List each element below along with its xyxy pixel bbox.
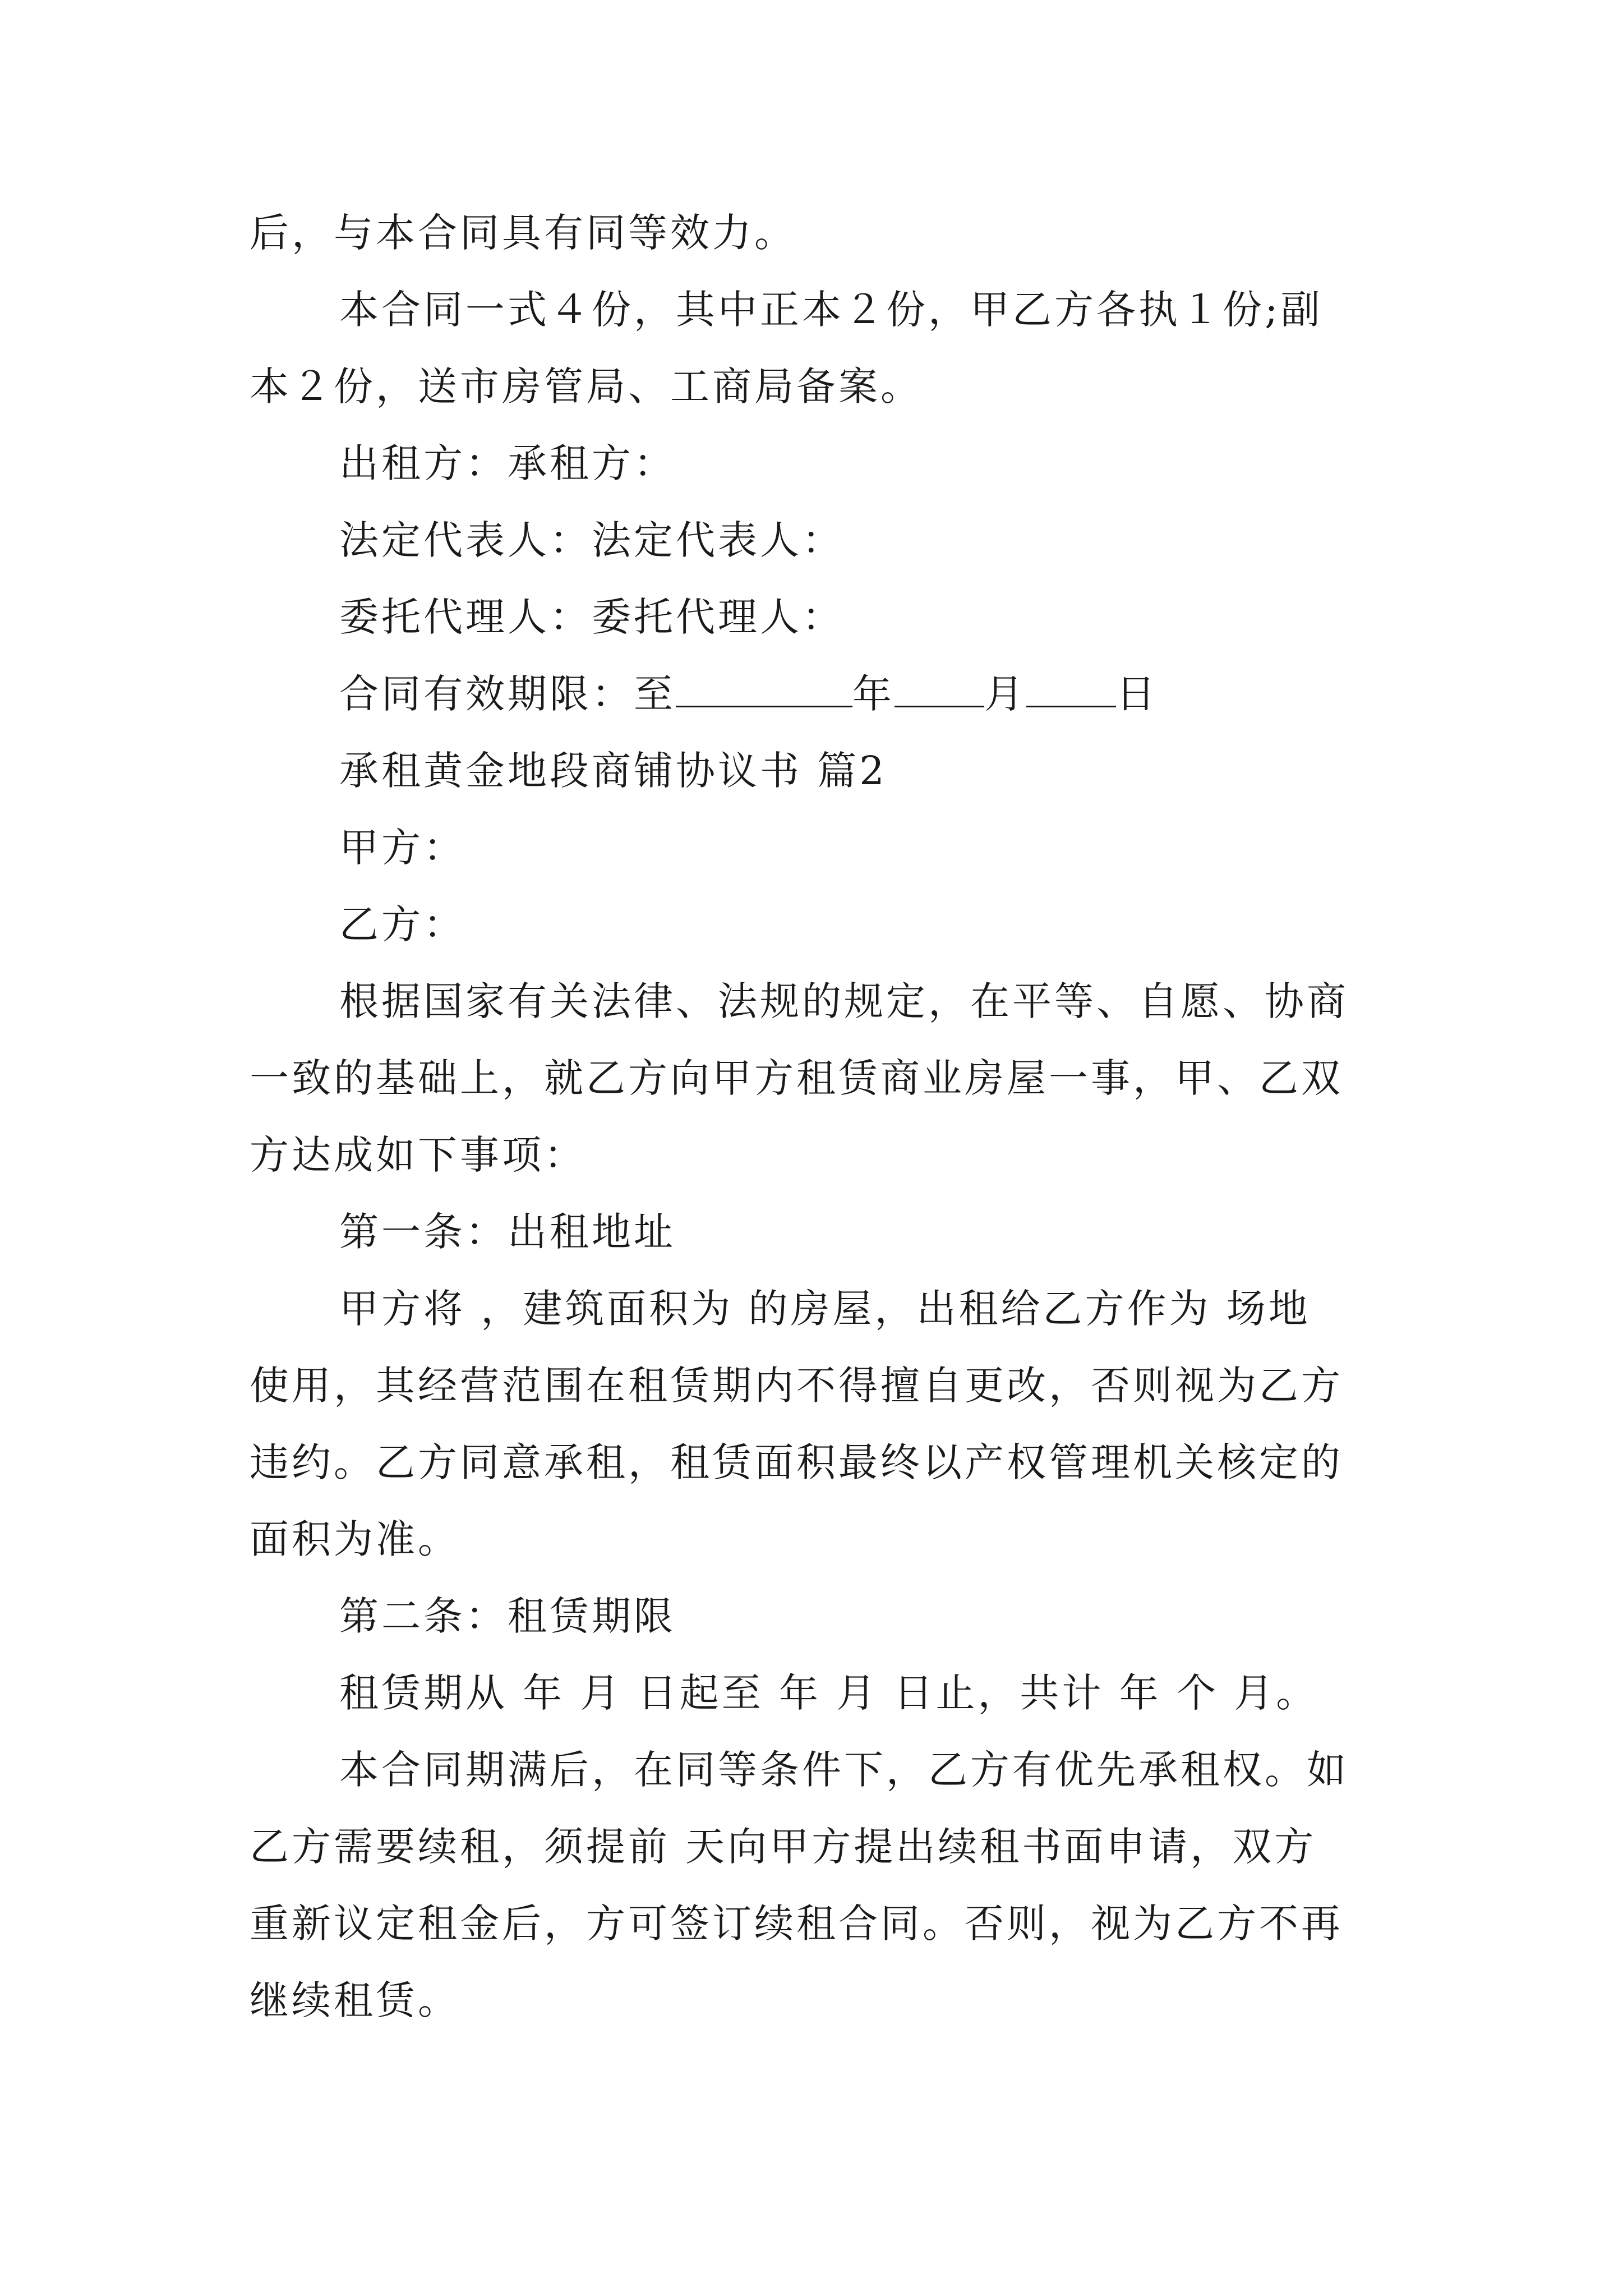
paragraph-line: 面积为准。 — [250, 1516, 460, 1562]
validity-day: 日 — [1116, 671, 1158, 717]
signature-line-legal-rep: 法定代表人：法定代表人： — [339, 517, 844, 563]
paragraph-line: 本合同期满后，在同等条件下，乙方有优先承租权。如 — [339, 1747, 1349, 1793]
blank-field-year — [676, 671, 852, 707]
paragraph-line: 本２份，送市房管局、工商局备案。 — [250, 364, 923, 409]
paragraph-line: 本合同一式４份，其中正本２份，甲乙方各执１份;副 — [339, 287, 1323, 333]
article-heading: 第二条：租赁期限 — [339, 1593, 676, 1639]
paragraph-line: 重新议定租金后，方可签订续租合同。否则，视为乙方不再 — [250, 1901, 1343, 1947]
party-a-line: 甲方： — [339, 825, 465, 871]
validity-line — [339, 669, 1158, 719]
signature-line-parties: 出租方：承租方： — [339, 440, 676, 486]
blank-field-day — [1026, 671, 1116, 707]
paragraph-line: 甲方将 ，建筑面积为 的房屋，出租给乙方作为 场地 — [339, 1286, 1311, 1332]
paragraph-line: 违约。乙方同意承租，租赁面积最终以产权管理机关核定的 — [250, 1439, 1343, 1485]
validity-month: 月 — [984, 671, 1026, 717]
paragraph-line: 乙方需要续租，须提前 天向甲方提出续租书面申请，双方 — [250, 1824, 1317, 1870]
paragraph-line: 方达成如下事项： — [250, 1132, 586, 1178]
paragraph-line: 继续租赁。 — [250, 1977, 460, 2023]
signature-line-agent: 委托代理人：委托代理人： — [339, 594, 844, 640]
blank-field-month — [895, 671, 984, 707]
paragraph-line: 根据国家有关法律、法规的规定，在平等、自愿、协商 — [339, 978, 1349, 1024]
section-title: 承租黄金地段商铺协议书 篇2 — [339, 748, 887, 794]
validity-label: 合同有效期限：至 — [339, 671, 676, 717]
validity-year: 年 — [852, 671, 895, 717]
paragraph-line: 使用，其经营范围在租赁期内不得擅自更改，否则视为乙方 — [250, 1363, 1343, 1409]
article-heading: 第一条：出租地址 — [339, 1209, 676, 1255]
party-b-line: 乙方： — [339, 901, 465, 947]
paragraph-line: 一致的基础上，就乙方向甲方租赁商业房屋一事，甲、乙双 — [250, 1055, 1343, 1101]
paragraph-line: 后，与本合同具有同等效力。 — [250, 210, 796, 256]
paragraph-line: 租赁期从 年 月 日起至 年 月 日止，共计 年 个 月。 — [339, 1670, 1318, 1716]
